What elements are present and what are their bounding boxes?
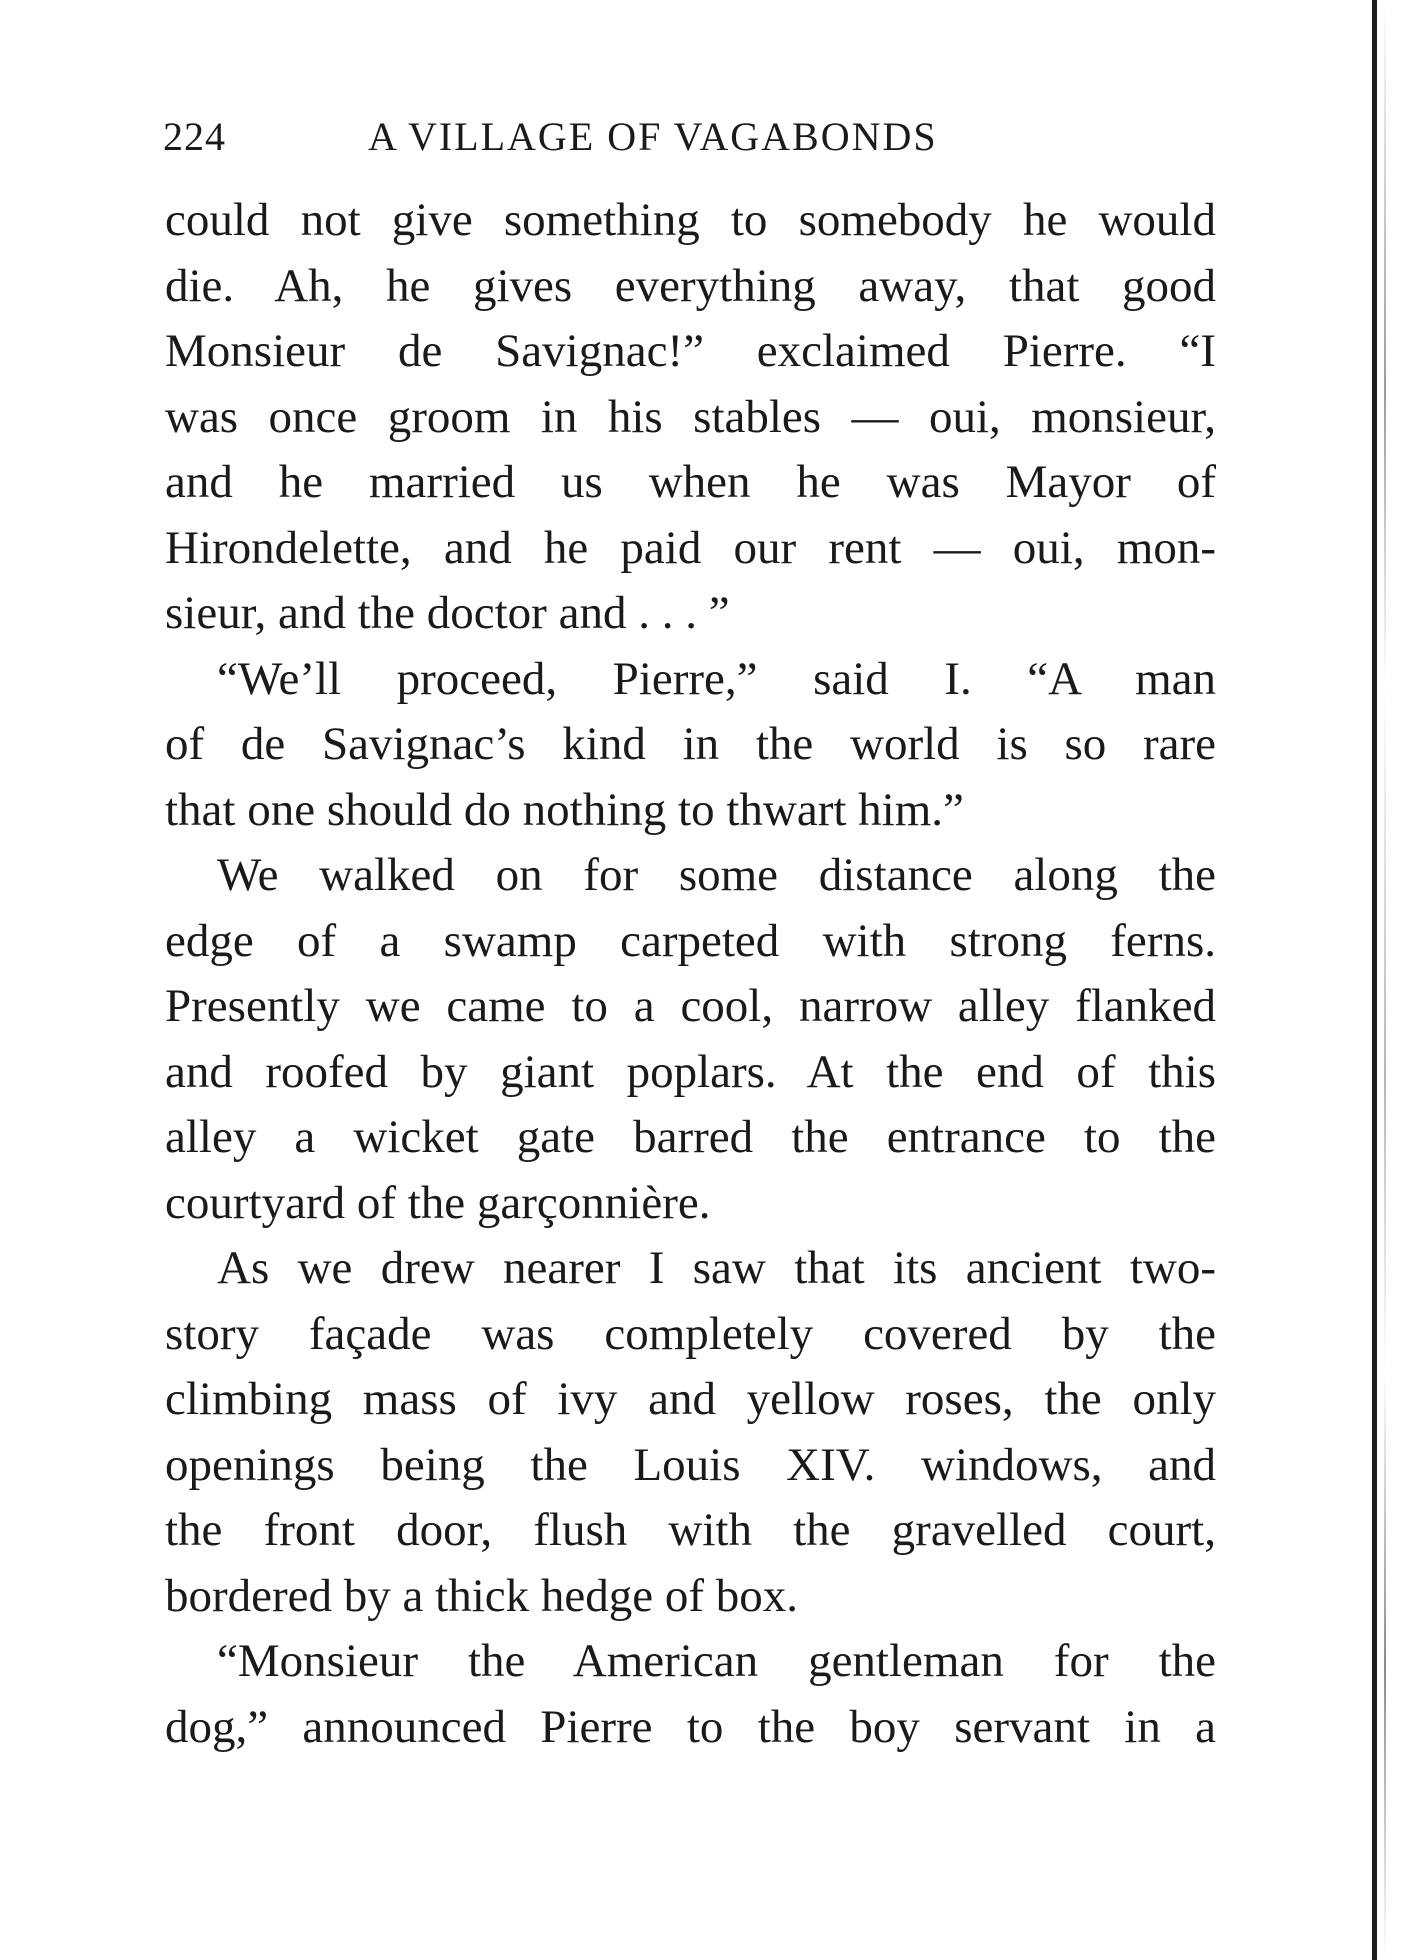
text-line: story façade was completely covered by the (165, 1307, 1216, 1360)
text-line: bordered by a thick hedge of box. (165, 1569, 798, 1622)
text-line: openings being the Louis XIV. windows, and (165, 1438, 1216, 1491)
page-edge-shadow (1372, 0, 1377, 1960)
text-line: and he married us when he was Mayor of (165, 456, 1216, 508)
page-edge-faint (1384, 0, 1386, 1960)
running-header (163, 112, 1213, 162)
text-line: was once groom in his stables — oui, monsieur, (165, 390, 1216, 443)
text-line: courtyard of the garçonnière. (165, 1176, 711, 1229)
paragraph-first-line: We walked on for some distance along the (217, 849, 1216, 901)
text-line: that one should do nothing to thwart him.” (165, 783, 964, 836)
text-line: could not give something to somebody he would (165, 194, 1216, 246)
body-text (165, 188, 1216, 1760)
text-line: dog,” announced Pierre to the boy servant in a (165, 1700, 1216, 1753)
running-title: A VILLAGE OF VAGABONDS (368, 114, 938, 159)
text-line: alley a wicket gate barred the entrance to the (165, 1111, 1216, 1163)
text-line: edge of a swamp carpeted with strong ferns. (165, 914, 1216, 967)
text-line: of de Savignac’s kind in the world is so rare (165, 718, 1216, 770)
paragraph-first-line: As we drew nearer I saw that its ancient two- (217, 1242, 1216, 1294)
text-line: Monsieur de Savignac!” exclaimed Pierre. “I (165, 325, 1216, 377)
text-line: and roofed by giant poplars. At the end of this (165, 1045, 1216, 1098)
page-number: 224 (163, 114, 226, 159)
text-line: sieur, and the doctor and . . . ” (165, 587, 730, 639)
text-line: Presently we came to a cool, narrow alley flanked (165, 980, 1216, 1032)
text-line: the front door, flush with the gravelled court, (165, 1504, 1216, 1556)
paragraph-first-line: “Monsieur the American gentleman for the (217, 1635, 1216, 1687)
paragraph-first-line: “We’ll proceed, Pierre,” said I. “A man (217, 652, 1216, 705)
text-line: climbing mass of ivy and yellow roses, the only (165, 1373, 1216, 1425)
text-line: die. Ah, he gives everything away, that good (165, 259, 1216, 312)
text-line: Hirondelette, and he paid our rent — oui, mon- (165, 521, 1216, 574)
